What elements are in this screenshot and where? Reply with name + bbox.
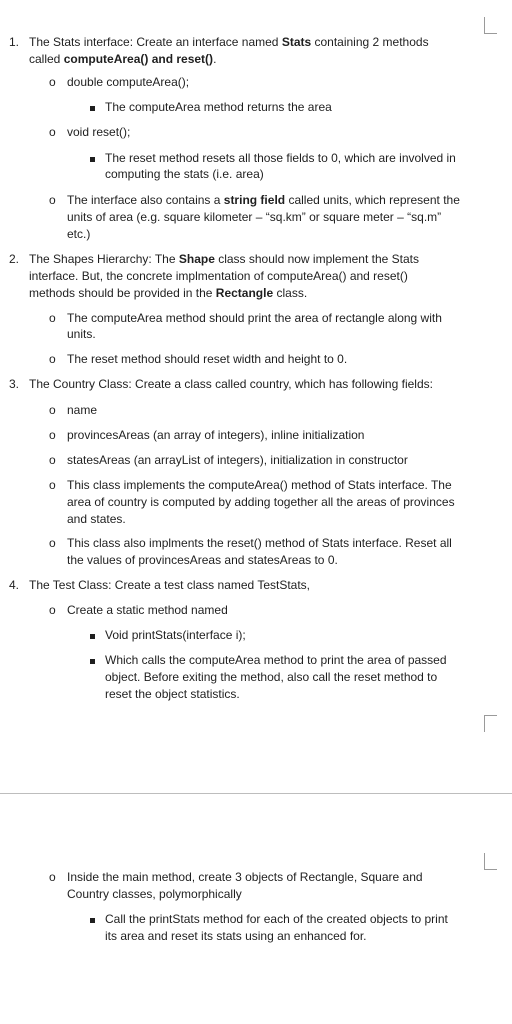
item1-number: 1. <box>9 35 20 49</box>
item2-keyword-shape: Shape <box>178 252 215 266</box>
item3-sub2: provincesAreas (an array of integers), inline initialization <box>67 428 365 442</box>
square-bullet-icon <box>90 106 95 111</box>
item1-line1 <box>29 34 429 51</box>
item3-number: 3. <box>9 377 20 391</box>
item1-l2-pre: called <box>29 52 64 66</box>
circle-bullet-icon: o <box>49 193 56 207</box>
item2-keyword-rectangle: Rectangle <box>215 286 274 300</box>
item2-line2: interface. But, the concrete implmentation of computeArea() and reset() <box>29 269 408 283</box>
item1-text-pre: The Stats interface: Create an interface named <box>29 35 282 49</box>
page2-b1-l1: Call the printStats method for each of the created objects to print <box>105 912 448 926</box>
item3-sub4-l3: and states. <box>67 512 126 526</box>
item3-sub1: name <box>67 403 98 417</box>
circle-bullet-icon: o <box>49 311 56 325</box>
item1-l2-post: . <box>213 52 217 66</box>
square-bullet-icon <box>90 659 95 664</box>
item2-sub1-l2: units. <box>67 327 96 341</box>
page2-b1-l2: its area and reset its stats using an enhanced for. <box>105 929 367 943</box>
item4-b2-l1: Which calls the computeArea method to print the area of passed <box>105 653 447 667</box>
circle-bullet-icon: o <box>49 428 56 442</box>
circle-bullet-icon: o <box>49 478 56 492</box>
item2-sub2: The reset method should reset width and height to 0. <box>67 352 348 366</box>
circle-bullet-icon: o <box>49 403 56 417</box>
item1-l2-keyword: computeArea() and reset() <box>63 52 214 66</box>
page-corner-mark-top <box>484 17 497 34</box>
square-bullet-icon <box>90 634 95 639</box>
item2-l1-post: class should now implement the Stats <box>214 252 419 266</box>
item3-sub3: statesAreas (an arrayList of integers), initialization in constructor <box>67 453 408 467</box>
item2-line1 <box>29 251 419 268</box>
page-corner-mark-bottom-left <box>484 715 497 732</box>
page-divider <box>0 793 512 794</box>
item1-units-post: called units, which represent the <box>285 193 460 207</box>
item1-units-keyword: string field <box>223 193 286 207</box>
item4-line1: The Test Class: Create a test class named TestStats, <box>29 578 311 592</box>
item3-sub4-l2: area of country is computed by adding together all the areas of provinces <box>67 495 455 509</box>
item1-line2 <box>29 51 216 68</box>
item4-number: 4. <box>9 578 20 592</box>
item2-l3-post: class. <box>273 286 308 300</box>
item1-sub1: double computeArea(); <box>67 75 190 89</box>
item3-line1: The Country Class: Create a class called country, which has following fields: <box>29 377 433 391</box>
item2-l3-pre: methods should be provided in the <box>29 286 216 300</box>
item1-sub2-detail-l2: computing the stats (i.e. area) <box>105 167 264 181</box>
item1-units-pre: The interface also contains a <box>67 193 224 207</box>
item3-sub5-l2: the values of provincesAreas and statesAreas to 0. <box>67 553 338 567</box>
item4-sub1: Create a static method named <box>67 603 228 617</box>
item2-sub1-l1: The computeArea method should print the area of rectangle along with <box>67 311 442 325</box>
item3-sub4-l1: This class implements the computeArea() method of Stats interface. The <box>67 478 452 492</box>
item1-units-l2: units of area (e.g. square kilometer – “sq.km” or square meter – “sq.m” <box>67 210 442 224</box>
item1-units-l3: etc.) <box>67 227 91 241</box>
item2-number: 2. <box>9 252 20 266</box>
item1-text-mid: containing 2 methods <box>311 35 429 49</box>
item1-sub2-detail-l1: The reset method resets all those fields to 0, which are involved in <box>105 151 456 165</box>
circle-bullet-icon: o <box>49 536 56 550</box>
circle-bullet-icon: o <box>49 125 56 139</box>
item1-sub2: void reset(); <box>67 125 131 139</box>
item4-b2-l2: object. Before exiting the method, also call the reset method to <box>105 670 438 684</box>
item4-b1: Void printStats(interface i); <box>105 628 246 642</box>
square-bullet-icon <box>90 918 95 923</box>
item1-keyword-stats: Stats <box>281 35 312 49</box>
item4-b2-l3: reset the object statistics. <box>105 687 240 701</box>
circle-bullet-icon: o <box>49 603 56 617</box>
square-bullet-icon <box>90 157 95 162</box>
circle-bullet-icon: o <box>49 870 56 884</box>
item2-l1-pre: The Shapes Hierarchy: The <box>29 252 179 266</box>
circle-bullet-icon: o <box>49 453 56 467</box>
item1-units-l1 <box>67 192 460 209</box>
page2-sub-l2: Country classes, polymorphically <box>67 887 242 901</box>
item1-sub1-detail: The computeArea method returns the area <box>105 100 332 114</box>
item3-sub5-l1: This class also implments the reset() method of Stats interface. Reset all <box>67 536 452 550</box>
page-corner-mark-page2 <box>484 853 497 870</box>
item2-line3 <box>29 285 307 302</box>
circle-bullet-icon: o <box>49 75 56 89</box>
page2-sub-l1: Inside the main method, create 3 objects of Rectangle, Square and <box>67 870 423 884</box>
circle-bullet-icon: o <box>49 352 56 366</box>
